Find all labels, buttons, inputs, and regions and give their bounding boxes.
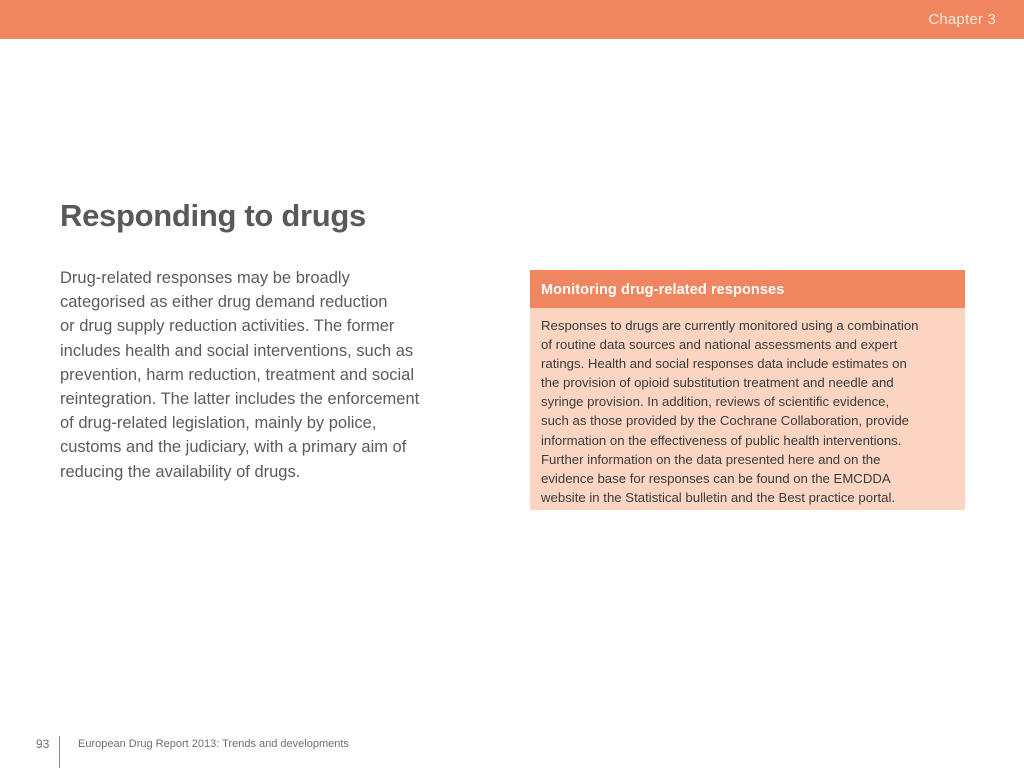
page-number: 93	[36, 737, 50, 751]
chapter-header-band	[0, 0, 1024, 39]
chapter-label: Chapter 3	[928, 11, 996, 28]
info-box	[530, 270, 965, 510]
info-box-title: Monitoring drug-related responses	[530, 270, 965, 308]
info-box-body: Responses to drugs are currently monitored using a combination of routine data sources and national assessments and expert ratings. Health and social responses data include estimates on the provision of opioid substitution treatment and needle and syringe provision. In addition, reviews of scientific evidence, such as those provided by the Cochrane Collaboration, provide information on the effectiveness of public health interventions. Further information on the data presented here and on the evidence base for responses can be found on the EMCDDA website in the Statistical bulletin and the Best practice portal.	[541, 318, 919, 505]
page-title: Responding to drugs	[60, 198, 366, 233]
intro-paragraph: Drug-related responses may be broadly categorised as either drug demand reduction or drug supply reduction activities. The former includes health and social interventions, such as prevention, harm reduction, treatment and social reintegration. The latter includes the enforcement of drug-related legislation, mainly by police, customs and the judiciary, with a primary aim of reducing the availability of drugs.	[60, 269, 420, 481]
publication-title: European Drug Report 2013: Trends and developments	[78, 738, 349, 750]
footer-divider	[59, 736, 60, 768]
